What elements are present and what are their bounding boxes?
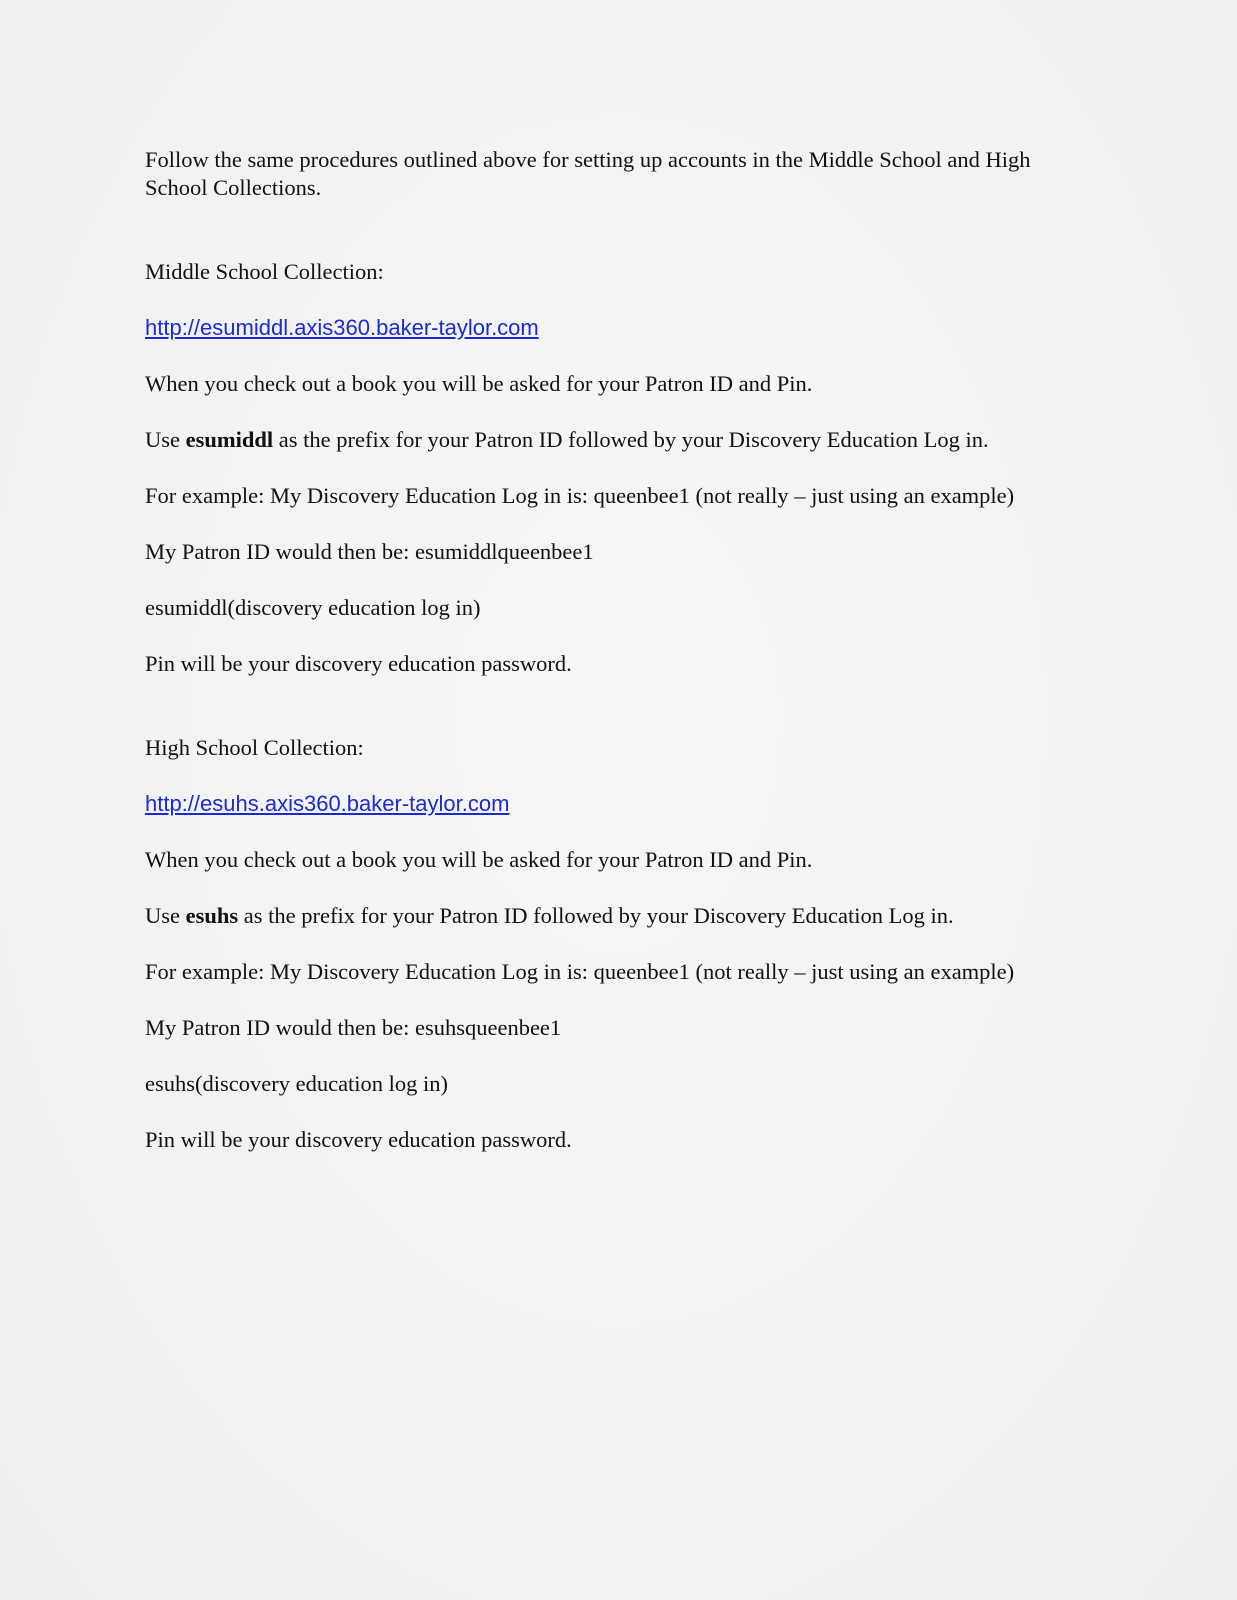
middle-prefix: esumiddl — [185, 427, 274, 452]
high-school-heading: High School Collection: — [145, 735, 364, 760]
high-pin-text: Pin will be your discovery education password. — [145, 1127, 572, 1152]
high-patron-id-text: My Patron ID would then be: esuhsqueenbee1 — [145, 1015, 562, 1040]
high-formula-text: esuhs(discovery education log in) — [145, 1071, 449, 1096]
middle-patron-id-text: My Patron ID would then be: esumiddlqueenbee1 — [145, 539, 594, 564]
middle-school-heading: Middle School Collection: — [145, 259, 384, 284]
middle-pin-text: Pin will be your discovery education password. — [145, 651, 572, 676]
middle-formula-text: esumiddl(discovery education log in) — [145, 595, 481, 620]
high-prefix-instruction: Use esuhs as the prefix for your Patron ID followed by your Discovery Education Log in. — [145, 903, 954, 928]
middle-school-link[interactable]: http://esumiddl.axis360.baker-taylor.com — [145, 315, 539, 340]
middle-prefix-instruction: Use esumiddl as the prefix for your Patron ID followed by your Discovery Education Log in. — [145, 427, 989, 452]
middle-checkout-text: When you check out a book you will be asked for your Patron ID and Pin. — [145, 371, 813, 396]
high-school-link[interactable]: http://esuhs.axis360.baker-taylor.com — [145, 791, 510, 816]
intro-paragraph: Follow the same procedures outlined above for setting up accounts in the Middle School and High School Collections. — [145, 147, 1031, 200]
high-prefix: esuhs — [185, 903, 239, 928]
high-example-text: For example: My Discovery Education Log in is: queenbee1 (not really – just using an example) — [145, 959, 1015, 984]
document-body — [145, 146, 1075, 1154]
high-checkout-text: When you check out a book you will be asked for your Patron ID and Pin. — [145, 847, 813, 872]
middle-example-text: For example: My Discovery Education Log in is: queenbee1 (not really – just using an example) — [145, 483, 1015, 508]
